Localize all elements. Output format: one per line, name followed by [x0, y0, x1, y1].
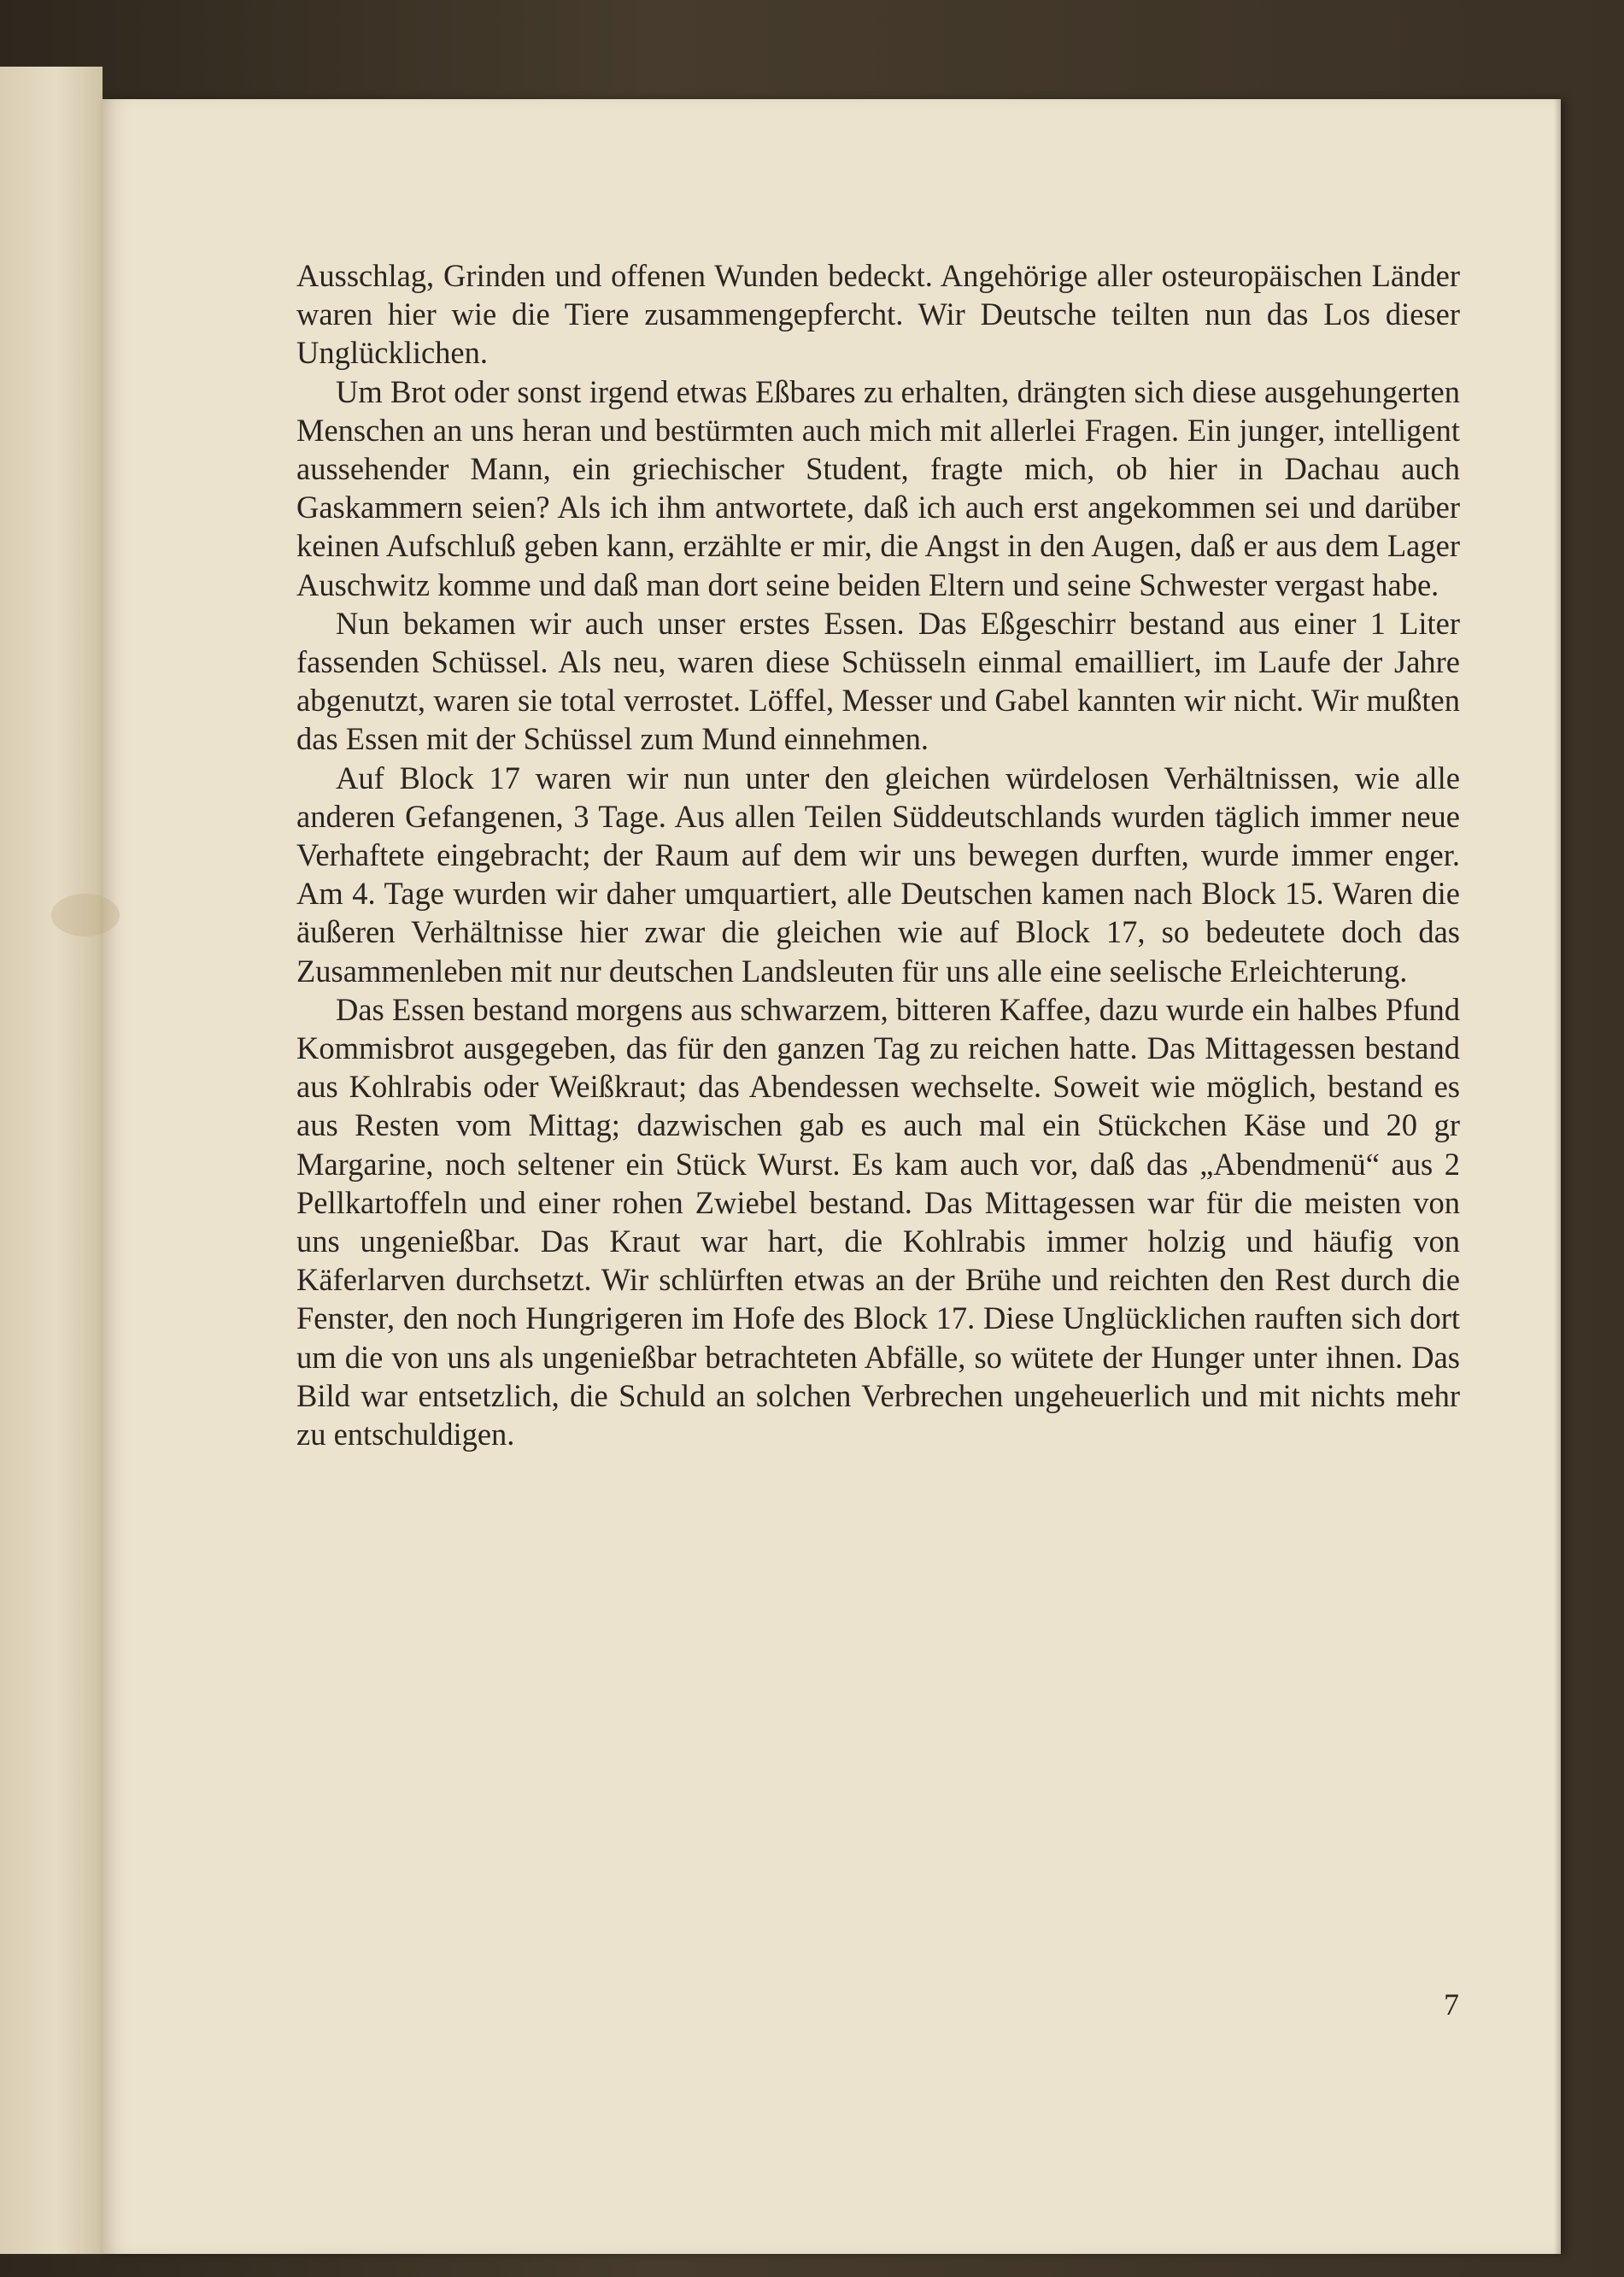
page-number: 7 — [1444, 1987, 1459, 2022]
paragraph: Ausschlag, Grinden und offenen Wunden bedeckt. Angehörige aller osteuropäischen Länder waren hier wie die Tiere zusammengepfercht. Wir Deutsche teilten nun das Los dieser Unglücklichen. — [296, 258, 1460, 371]
paragraph: Um Brot oder sonst irgend etwas Eßbares zu erhalten, drängten sich diese ausgehungerten Menschen an uns heran und bestürmten auch mich mit allerlei Fragen. Ein junger, intelligent aussehender Mann, ein griechischer Student, fragte mich, ob hier in Dachau auch Gaskammern seien? Als ich ihm antwortete, daß ich auch erst angekommen sei und darüber keinen Aufschluß geben kann, erzählte er mir, die Angst in den Augen, daß er aus dem Lager Auschwitz komme und daß man dort seine beiden Eltern und seine Schwester vergast habe. — [296, 373, 1460, 602]
body-text — [296, 256, 1460, 1453]
paragraph: Das Essen bestand morgens aus schwarzem, bitteren Kaffee, dazu wurde ein halbes Pfund Kommisbrot ausgegeben, das für den ganzen Tag zu reichen hatte. Das Mittagessen bestand aus Kohlrabis oder Weißkraut; das Abendessen wechselte. Soweit wie möglich, bestand es aus Resten vom Mittag; dazwischen gab es auch mal ein Stückchen Käse und 20 gr Margarine, noch seltener ein Stück Wurst. Es kam auch vor, daß das „Abendmenü“ aus 2 Pellkartoffeln und einer rohen Zwiebel bestand. Das Mittagessen war für die meisten von uns ungenießbar. Das Kraut war hart, die Kohlrabis immer holzig und häufig von Käferlarven durchsetzt. Wir schlürften etwas an der Brühe und reichten den Rest durch die Fenster, den noch Hungrigeren im Hofe des Block 17. Diese Unglücklichen rauften sich dort um die von uns als ungenießbar betrachteten Abfälle, so wütete der Hunger unter ihnen. Das Bild war entsetzlich, die Schuld an solchen Verbrechen ungeheuerlich und mit nichts mehr zu entschuldigen. — [296, 991, 1460, 1452]
page-edge-shadow — [1554, 99, 1561, 2254]
facing-page-edge — [0, 67, 103, 2254]
paragraph: Auf Block 17 waren wir nun unter den gleichen würdelosen Verhältnissen, wie alle anderen Gefangenen, 3 Tage. Aus allen Teilen Süddeutschlands wurden täglich immer neue Verhaftete eingebracht; der Raum auf dem wir uns bewegen durften, wurde immer enger. Am 4. Tage wurden wir daher umquartiert, alle Deutschen kamen nach Block 15. Waren die äußeren Verhältnisse hier zwar die gleichen wie auf Block 17, so bedeutete doch das Zusammenleben mit nur deutschen Landsleuten für uns alle eine seelische Erleichterung. — [296, 760, 1460, 989]
book-page — [103, 99, 1561, 2254]
paragraph: Nun bekamen wir auch unser erstes Essen. Das Eßgeschirr bestand aus einer 1 Liter fassenden Schüssel. Als neu, waren diese Schüsseln einmal emailliert, im Laufe der Jahre abgenutzt, waren sie total verrostet. Löffel, Messer und Gabel kannten wir nicht. Wir mußten das Essen mit der Schüssel zum Mund einnehmen. — [296, 605, 1460, 757]
paper-stain — [51, 894, 120, 936]
